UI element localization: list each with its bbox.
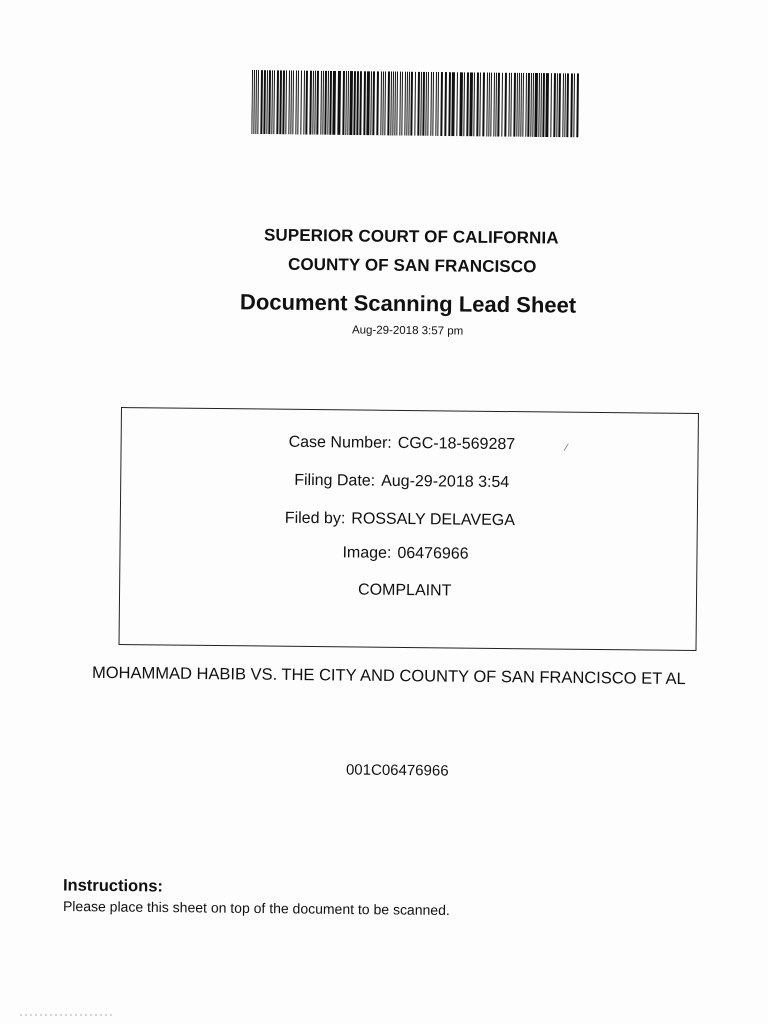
barcode-bar xyxy=(425,72,427,136)
case-info-box xyxy=(119,407,699,651)
barcode-bar xyxy=(564,73,566,137)
barcode-bar xyxy=(316,71,319,135)
image-value: 06476966 xyxy=(397,544,469,563)
barcode-bar xyxy=(251,70,253,134)
image-line xyxy=(342,544,468,563)
barcode-bar xyxy=(257,70,259,134)
barcode-bar xyxy=(263,70,266,134)
barcode-bar xyxy=(451,72,455,136)
barcode-bar xyxy=(303,71,305,135)
barcode-bar xyxy=(522,73,524,137)
barcode-bar xyxy=(387,71,390,135)
barcode-bar xyxy=(556,73,558,137)
barcode-bar xyxy=(372,71,375,135)
instructions-heading: Instructions: xyxy=(62,876,164,896)
document-code: 001C06476966 xyxy=(345,761,449,780)
barcode-bar xyxy=(266,70,268,134)
barcode-bar xyxy=(260,70,263,134)
barcode-bar xyxy=(292,70,294,134)
barcode-bar xyxy=(527,73,530,137)
barcode-bar xyxy=(534,73,538,137)
barcode-bar xyxy=(300,71,302,135)
barcode-bar xyxy=(337,71,341,135)
page-title: Document Scanning Lead Sheet xyxy=(239,289,577,318)
barcode-bar xyxy=(396,72,398,136)
barcode-bar xyxy=(476,72,479,136)
barcode-bar xyxy=(532,73,534,137)
barcode-bar xyxy=(530,73,532,137)
barcode-bar xyxy=(414,72,416,136)
case-number-line xyxy=(289,434,516,454)
barcode-bar xyxy=(353,71,356,135)
barcode-bar xyxy=(448,72,451,136)
barcode-bar xyxy=(376,71,379,135)
barcode-bar xyxy=(510,73,512,137)
barcode-bar xyxy=(542,73,545,137)
barcode-bar xyxy=(570,73,573,137)
barcode-icon xyxy=(251,70,580,137)
barcode-bar xyxy=(332,71,336,135)
barcode-bar xyxy=(370,71,372,135)
barcode-bar xyxy=(420,72,422,136)
barcode-bar xyxy=(550,73,552,137)
barcode-bar xyxy=(437,72,439,136)
barcode-bar xyxy=(520,73,522,137)
barcode-bar xyxy=(545,73,549,137)
instructions-text: Please place this sheet on top of the document to be scanned. xyxy=(62,897,450,919)
case-number-label: Case Number: xyxy=(288,433,392,452)
document-type: COMPLAINT xyxy=(358,581,452,600)
barcode-bar xyxy=(282,70,285,134)
barcode-bar xyxy=(363,71,366,135)
barcode-bar xyxy=(459,72,463,136)
barcode-bar xyxy=(401,72,403,136)
barcode-bar xyxy=(486,72,488,136)
barcode-bar xyxy=(573,73,575,137)
barcode-bar xyxy=(435,72,437,136)
barcode-bar xyxy=(463,72,465,136)
barcode-bar xyxy=(312,71,314,135)
barcode-bar xyxy=(493,73,495,137)
case-title: MOHAMMAD HABIB VS. THE CITY AND COUNTY OF SAN FRANCISCO ET AL xyxy=(91,663,686,689)
barcode-bar xyxy=(329,71,332,135)
barcode-bar xyxy=(479,72,481,136)
barcode-bar xyxy=(576,73,579,137)
barcode-bar xyxy=(540,73,542,137)
barcode-bar xyxy=(456,72,458,136)
barcode-bar xyxy=(380,71,382,135)
filing-date-value: Aug-29-2018 3:54 xyxy=(381,472,510,492)
barcode-bar xyxy=(276,70,279,134)
barcode-bar xyxy=(518,73,520,137)
case-number-value: CGC-18-569287 xyxy=(397,434,516,454)
filed-by-value: ROSSALY DELAVEGA xyxy=(351,510,516,530)
court-name: SUPERIOR COURT OF CALIFORNIA xyxy=(263,225,559,248)
barcode-bar xyxy=(347,71,349,135)
barcode-bar xyxy=(525,73,527,137)
barcode-bar xyxy=(382,71,384,135)
barcode-bar xyxy=(538,73,540,137)
barcode-bar xyxy=(322,71,324,135)
filed-by-line xyxy=(285,510,515,530)
barcode-bar xyxy=(404,72,406,136)
barcode-bar xyxy=(444,72,447,136)
barcode-bar xyxy=(390,71,392,135)
filing-date-line xyxy=(294,472,509,492)
barcode-bar xyxy=(427,72,429,136)
barcode-bar xyxy=(516,73,518,137)
barcode-bar xyxy=(366,71,370,135)
barcode-bar xyxy=(432,72,434,136)
barcode-bar xyxy=(342,71,345,135)
barcode-bar xyxy=(255,70,257,134)
barcode-bar xyxy=(473,72,475,136)
barcode-bar xyxy=(349,71,353,135)
barcode-bar xyxy=(297,70,299,134)
barcode-bar xyxy=(345,71,347,135)
barcode-bar xyxy=(558,73,561,137)
barcode-bar xyxy=(285,70,287,134)
barcode-bar xyxy=(488,72,490,136)
scan-noise xyxy=(20,1014,115,1016)
barcode-bar xyxy=(422,72,425,136)
barcode-bar xyxy=(356,71,359,135)
barcode-bar xyxy=(490,73,492,137)
barcode-bar xyxy=(295,70,297,134)
barcode-bar xyxy=(408,72,410,136)
barcode-bar xyxy=(253,70,255,134)
barcode-bar xyxy=(392,71,394,135)
barcode-bar xyxy=(309,71,312,135)
barcode-bar xyxy=(279,70,282,134)
barcode-bar xyxy=(271,70,273,134)
barcode-bar xyxy=(566,73,569,137)
barcode-bar xyxy=(305,71,308,135)
barcode-bar xyxy=(327,71,329,135)
image-label: Image: xyxy=(342,544,392,562)
barcode-bar xyxy=(504,73,507,137)
barcode-bar xyxy=(399,72,401,136)
barcode-bar xyxy=(440,72,443,136)
barcode-bar xyxy=(417,72,420,136)
barcode-bar xyxy=(497,73,500,137)
barcode-bar xyxy=(314,71,316,135)
barcode-bar xyxy=(430,72,432,136)
filed-by-label: Filed by: xyxy=(284,509,346,528)
barcode-bar xyxy=(406,72,408,136)
barcode-bar xyxy=(553,73,556,137)
barcode-bar xyxy=(359,71,362,135)
barcode-bar xyxy=(324,71,327,135)
county-name: COUNTY OF SAN FRANCISCO xyxy=(287,254,537,277)
barcode-bar xyxy=(320,71,322,135)
barcode-graphic xyxy=(251,70,580,137)
barcode-bar xyxy=(273,70,275,134)
generated-timestamp: Aug-29-2018 3:57 pm xyxy=(351,324,464,338)
barcode-bar xyxy=(513,73,516,137)
barcode-bar xyxy=(562,73,564,137)
filing-date-label: Filing Date: xyxy=(294,471,376,490)
barcode-bar xyxy=(482,72,485,136)
barcode-bar xyxy=(288,70,290,134)
barcode-bar xyxy=(268,70,271,134)
pen-mark-icon: ∕ xyxy=(565,442,568,454)
barcode-bar xyxy=(410,72,413,136)
barcode-bar xyxy=(508,73,510,137)
barcode-bar xyxy=(469,72,473,136)
barcode-bar xyxy=(501,73,503,137)
barcode-bar xyxy=(384,71,386,135)
barcode-bar xyxy=(466,72,469,136)
barcode-bar xyxy=(495,73,497,137)
barcode-bar xyxy=(290,70,292,134)
barcode-bar xyxy=(394,71,396,135)
